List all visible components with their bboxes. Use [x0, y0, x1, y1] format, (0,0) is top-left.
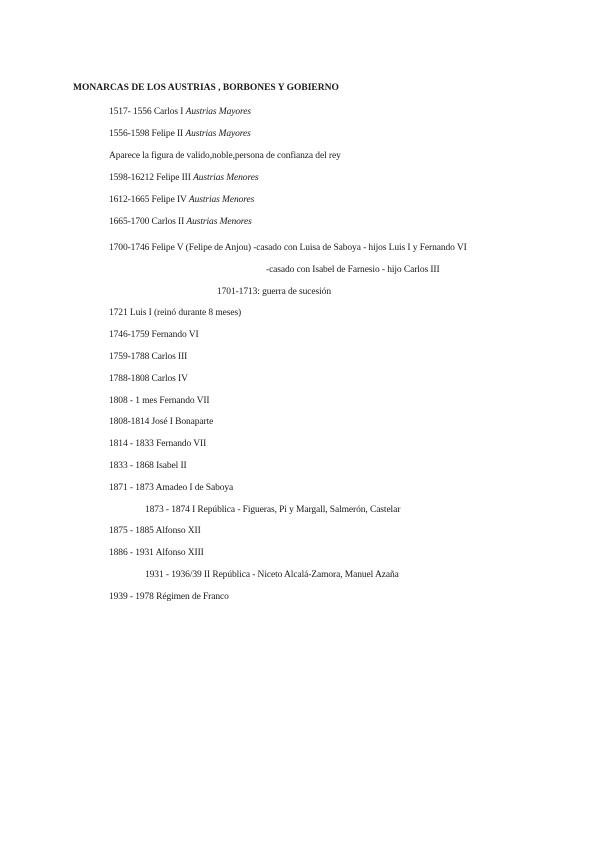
entry-line: 1556-1598 Felipe II Austrias Mayores	[109, 129, 251, 139]
entry-line: 1808 - 1 mes Fernando VII	[109, 396, 210, 406]
entry-line: 1665-1700 Carlos II Austrias Menores	[109, 217, 252, 227]
entry-line: 1612-1665 Felipe IV Austrias Menores	[109, 195, 255, 205]
entry-line: 1873 - 1874 I República - Figueras, Pi y Margall, Salmerón, Castelar	[145, 505, 401, 515]
entry-line: 1886 - 1931 Alfonso XIII	[109, 548, 204, 558]
entry-line: 1517- 1556 Carlos I Austrias Mayores	[109, 107, 251, 117]
entry-line: 1875 - 1885 Alfonso XII	[109, 526, 201, 536]
entry-line: 1788-1808 Carlos IV	[109, 374, 188, 384]
entry-line: 1833 - 1868 Isabel II	[109, 461, 187, 471]
entry-line: 1939 - 1978 Régimen de Franco	[109, 592, 229, 602]
entry-line: -casado con Isabel de Farnesio - hijo Carlos III	[266, 265, 440, 275]
entry-line: 1701-1713: guerra de sucesión	[217, 287, 331, 297]
document-title: MONARCAS DE LOS AUSTRIAS , BORBONES Y GOBIERNO	[73, 83, 339, 93]
entry-line: 1746-1759 Fernando VI	[109, 330, 199, 340]
entry-line: 1759-1788 Carlos III	[109, 352, 188, 362]
entry-line: 1814 - 1833 Fernando VII	[109, 439, 207, 449]
entry-line: 1931 - 1936/39 II República - Niceto Alcalá-Zamora, Manuel Azaña	[145, 570, 399, 580]
entry-line: 1598-16212 Felipe III Austrias Menores	[109, 173, 259, 183]
entry-line: 1871 - 1873 Amadeo I de Saboya	[109, 483, 234, 493]
entry-line: 1700-1746 Felipe V (Felipe de Anjou) -casado con Luisa de Saboya - hijos Luis I y Fernando VI	[109, 243, 467, 253]
entry-line: 1808-1814 José I Bonaparte	[109, 417, 214, 427]
entry-line: 1721 Luis I (reinó durante 8 meses)	[109, 308, 242, 318]
entry-line: Aparece la figura de valido,noble,persona de confianza del rey	[109, 151, 341, 161]
